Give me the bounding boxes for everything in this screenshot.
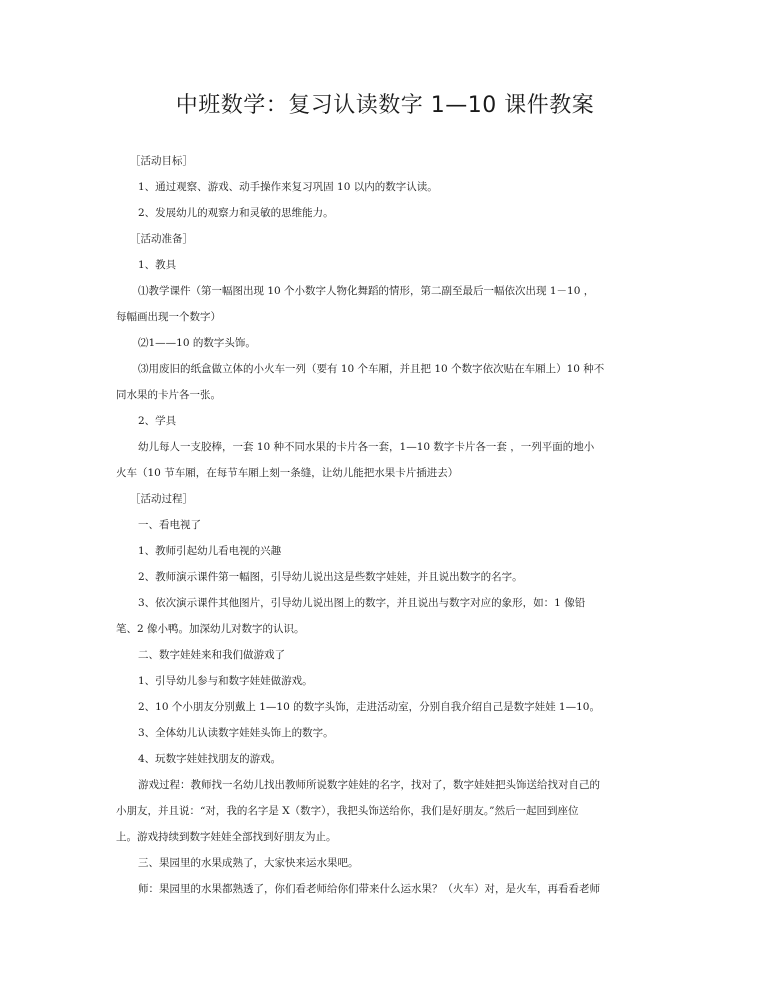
document-line: ⑵1——10 的数字头饰。 bbox=[138, 337, 256, 349]
document-line: 3、全体幼儿认读数字娃娃头饰上的数字。 bbox=[138, 727, 334, 739]
document-line: 1、教师引起幼儿看电视的兴趣 bbox=[138, 545, 282, 557]
document-line: 幼儿每人一支胶棒，一套 10 种不同水果的卡片各一套，1—10 数字卡片各一套 ，一列平面的地小 bbox=[138, 441, 595, 453]
document-line: 上。游戏持续到数字娃娃全部找到好朋友为止。 bbox=[116, 831, 337, 843]
document-line: 笔、2 像小鸭。加深幼儿对数字的认识。 bbox=[116, 623, 305, 635]
document-line: 2、学具 bbox=[138, 415, 177, 427]
document-line: ［活动准备］ bbox=[130, 233, 193, 245]
document-line: 游戏过程：教师找一名幼儿找出教师所说数字娃娃的名字，找对了，数字娃娃把头饰送给找对自己的 bbox=[138, 779, 600, 791]
document-line: ［活动目标］ bbox=[130, 155, 193, 167]
document-line: 1、通过观察、游戏、动手操作来复习巩固 10 以内的数字认读。 bbox=[138, 181, 438, 193]
document-line: 小朋友，并且说：“对，我的名字是 X（数字），我把头饰送给你，我们是好朋友。”然后一起回到座位 bbox=[116, 805, 579, 817]
document-line: 3、依次演示课件其他图片，引导幼儿说出图上的数字，并且说出与数字对应的象形，如：1 像铅 bbox=[138, 597, 586, 609]
document-line: 1、教具 bbox=[138, 259, 177, 271]
document-line: 二、数字娃娃来和我们做游戏了 bbox=[138, 649, 285, 661]
document-line: 1、引导幼儿参与和数字娃娃做游戏。 bbox=[138, 675, 313, 687]
document-line: 2、教师演示课件第一幅图，引导幼儿说出这是些数字娃娃，并且说出数字的名字。 bbox=[138, 571, 523, 583]
document-line: ［活动过程］ bbox=[130, 493, 193, 505]
document-line: 2、发展幼儿的观察力和灵敏的思维能力。 bbox=[138, 207, 334, 219]
document-line: 每幅画出现一个数字） bbox=[116, 311, 221, 323]
document-line: 4、玩数字娃娃找朋友的游戏。 bbox=[138, 753, 282, 765]
document-title: 中班数学：复习认读数字 1—10 课件教案 bbox=[175, 93, 595, 118]
document-line: 火车（10 节车厢，在每节车厢上刻一条缝，让幼儿能把水果卡片插进去） bbox=[116, 467, 459, 479]
document-line: 一、看电视了 bbox=[138, 519, 201, 531]
document-line: 师：果园里的水果都熟透了，你们看老师给你们带来什么运水果？（火车）对，是火车，再看看老师 bbox=[138, 883, 600, 895]
document-line: 三、果园里的水果成熟了，大家快来运水果吧。 bbox=[138, 857, 359, 869]
document-line: 同水果的卡片各一张。 bbox=[116, 389, 221, 401]
document-line: 2、10 个小朋友分别戴上 1—10 的数字头饰，走进活动室，分别自我介绍自己是数字娃娃 1—10。 bbox=[138, 701, 600, 713]
document-body bbox=[116, 148, 656, 902]
document-line: ⑶用废旧的纸盒做立体的小火车一列（要有 10 个车厢，并且把 10 个数字依次贴在车厢上）10 种不 bbox=[138, 363, 605, 375]
document-line: ⑴教学课件（第一幅图出现 10 个小数字人物化舞蹈的情形，第二副至最后一幅依次出现 1－10 ， bbox=[138, 285, 595, 297]
